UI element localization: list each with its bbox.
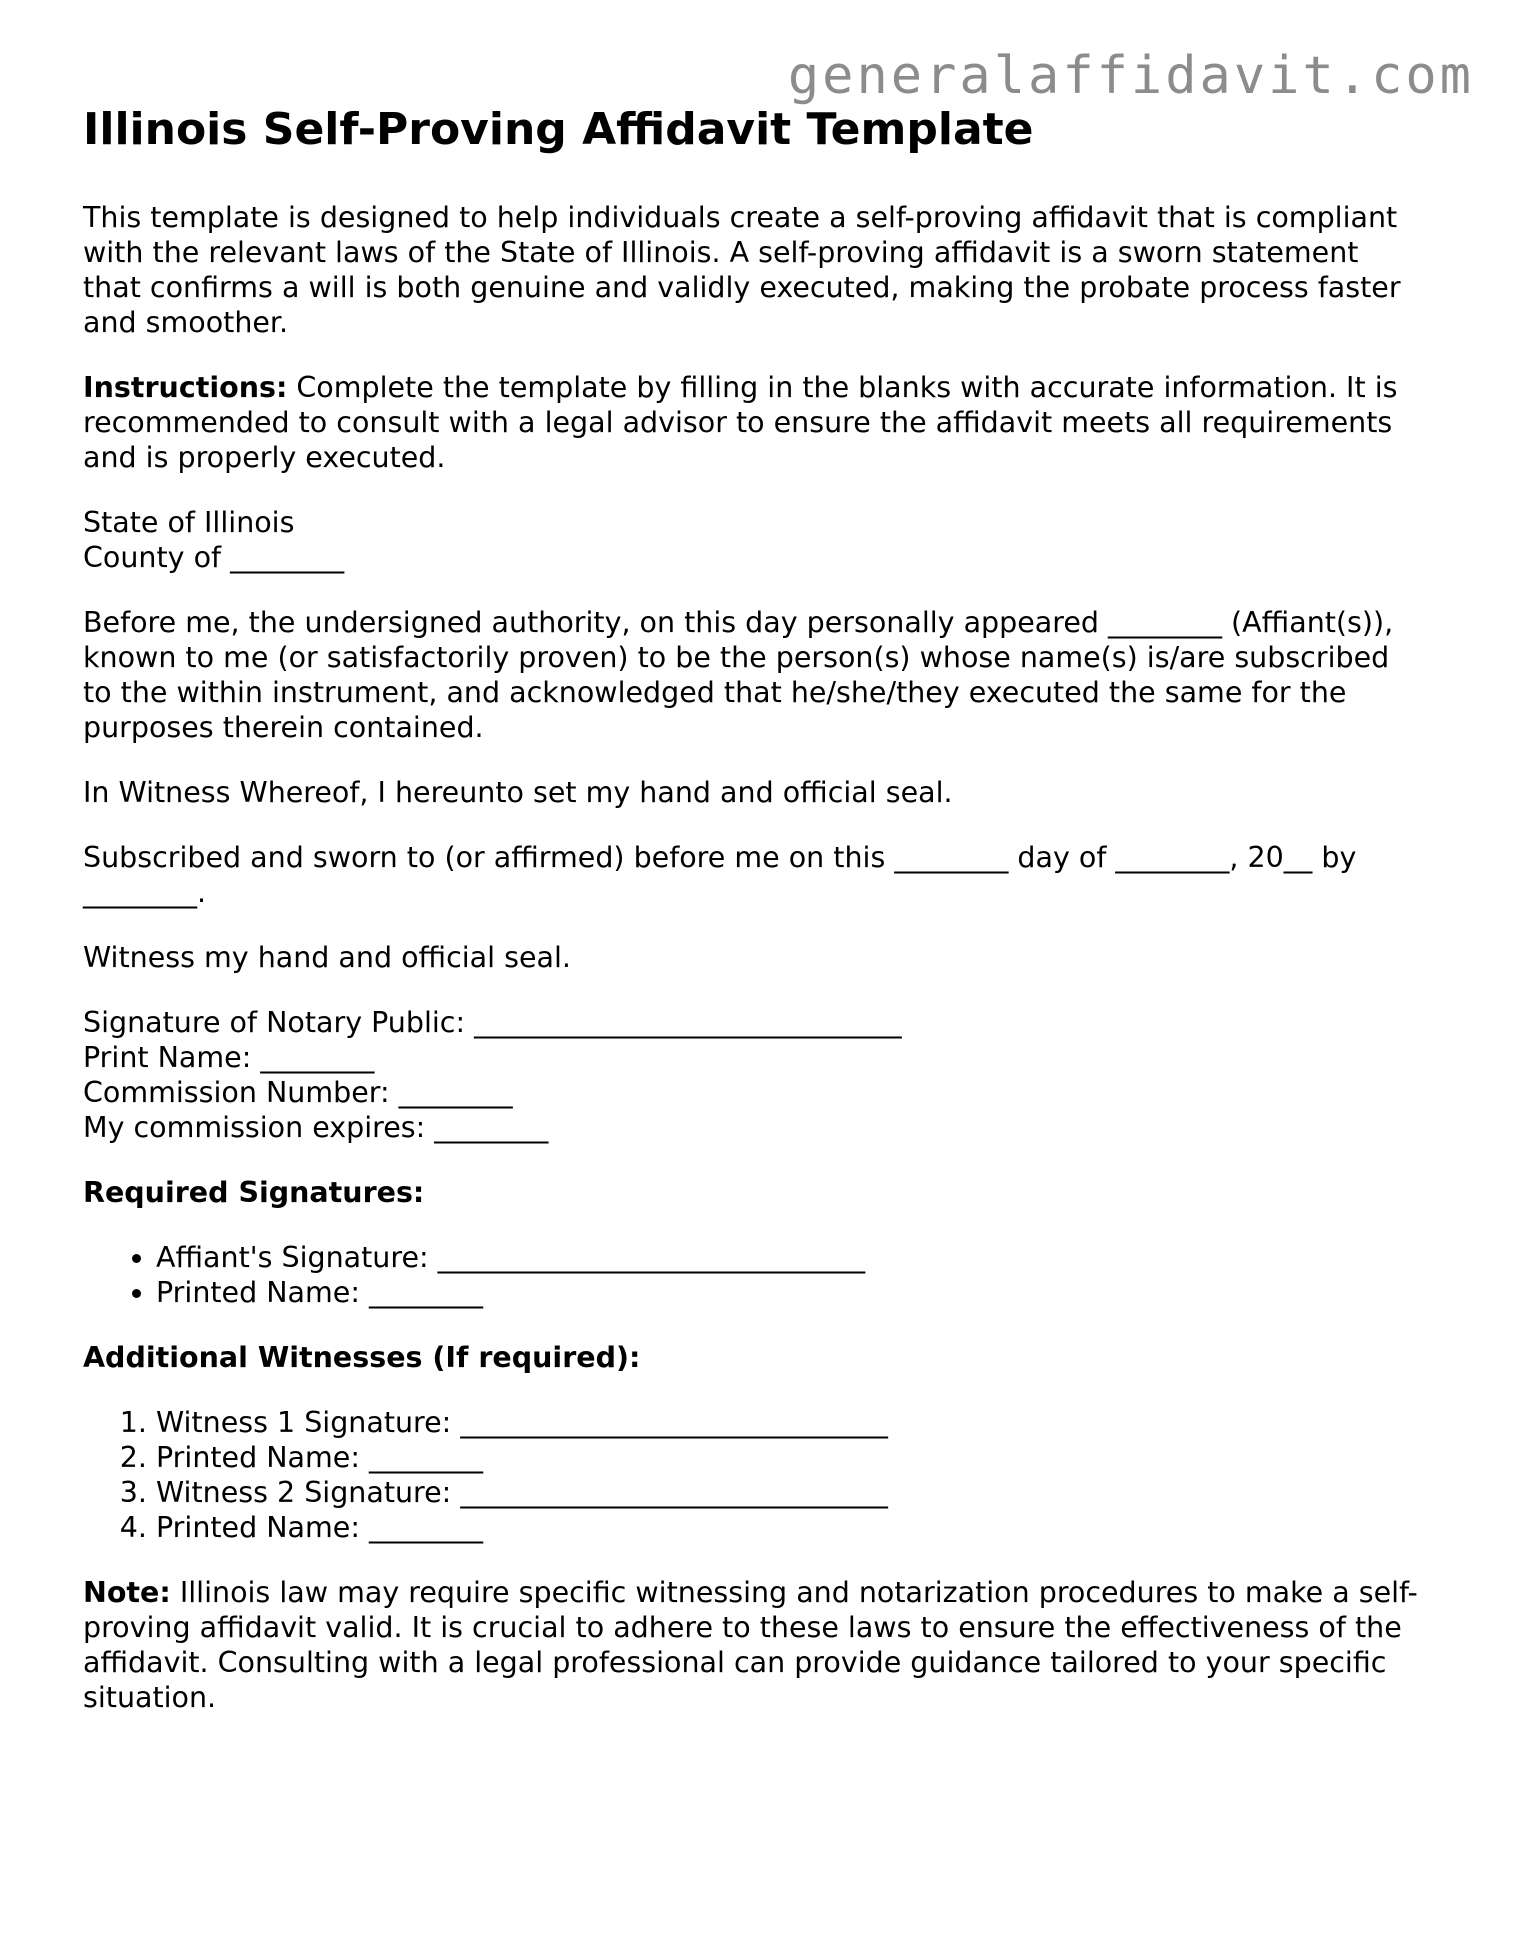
required-signatures-heading: Required Signatures: <box>83 1176 425 1209</box>
subscribed-paragraph: Subscribed and sworn to (or affirmed) before me on this ________ day of ________, 20__ by ________. <box>83 841 1357 909</box>
witness-whereof-paragraph: In Witness Whereof, I hereunto set my hand and official seal. <box>83 776 953 809</box>
venue-county: County of ________ <box>83 541 345 574</box>
additional-witnesses-list <box>83 1405 1423 1545</box>
notary-expires-line: My commission expires: ________ <box>83 1111 549 1144</box>
required-signatures-list <box>83 1240 1423 1310</box>
witness-hand-paragraph: Witness my hand and official seal. <box>83 941 571 974</box>
document-body <box>83 104 1423 1745</box>
notary-block <box>83 1005 1423 1145</box>
venue-block <box>83 505 1423 575</box>
notary-print-name-line: Print Name: ________ <box>83 1041 375 1074</box>
list-item: • Affiant's Signature: ______________________________ <box>156 1240 1423 1275</box>
note-label: Note: <box>83 1576 171 1609</box>
note-text: Illinois law may require specific witnessing and notarization procedures to make a self-proving affidavit valid. It is crucial to adhere to these laws to ensure the effectiveness of the affidavit. Consulting with a legal professional can provide guidance tailored to your specific situation. <box>83 1576 1418 1714</box>
watermark: generalaffidavit.com <box>787 46 1474 106</box>
notary-signature-line: Signature of Notary Public: ______________________________ <box>83 1006 902 1039</box>
instructions-label: Instructions: <box>83 371 288 404</box>
appearance-paragraph: Before me, the undersigned authority, on this day personally appeared ________ (Affiant(s)), known to me (or satisfactorily proven) to be the person(s) whose name(s) is/are subscribed to the within instrument, and acknowledged that he/she/they executed the same for the purposes therein contained. <box>83 606 1394 744</box>
page-title: Illinois Self-Proving Affidavit Template <box>83 104 1034 155</box>
list-item: • Printed Name: ________ <box>156 1275 1423 1310</box>
instructions-text: Complete the template by filling in the blanks with accurate information. It is recommended to consult with a legal advisor to ensure the affidavit meets all requirements and is properly executed. <box>83 371 1398 474</box>
instructions-paragraph <box>83 370 1423 475</box>
list-item: 2. Printed Name: ________ <box>156 1440 1423 1475</box>
list-item: 4. Printed Name: ________ <box>156 1510 1423 1545</box>
list-item: 3. Witness 2 Signature: ______________________________ <box>156 1475 1423 1510</box>
additional-witnesses-heading: Additional Witnesses (If required): <box>83 1341 641 1374</box>
note-paragraph <box>83 1575 1423 1715</box>
intro-paragraph: This template is designed to help individuals create a self-proving affidavit that is compliant with the relevant laws of the State of Illinois. A self-proving affidavit is a sworn statement that confirms a will is both genuine and validly executed, making the probate process faster and smoother. <box>83 201 1401 339</box>
notary-commission-number-line: Commission Number: ________ <box>83 1076 513 1109</box>
venue-state: State of Illinois <box>83 506 295 539</box>
list-item: 1. Witness 1 Signature: ______________________________ <box>156 1405 1423 1440</box>
